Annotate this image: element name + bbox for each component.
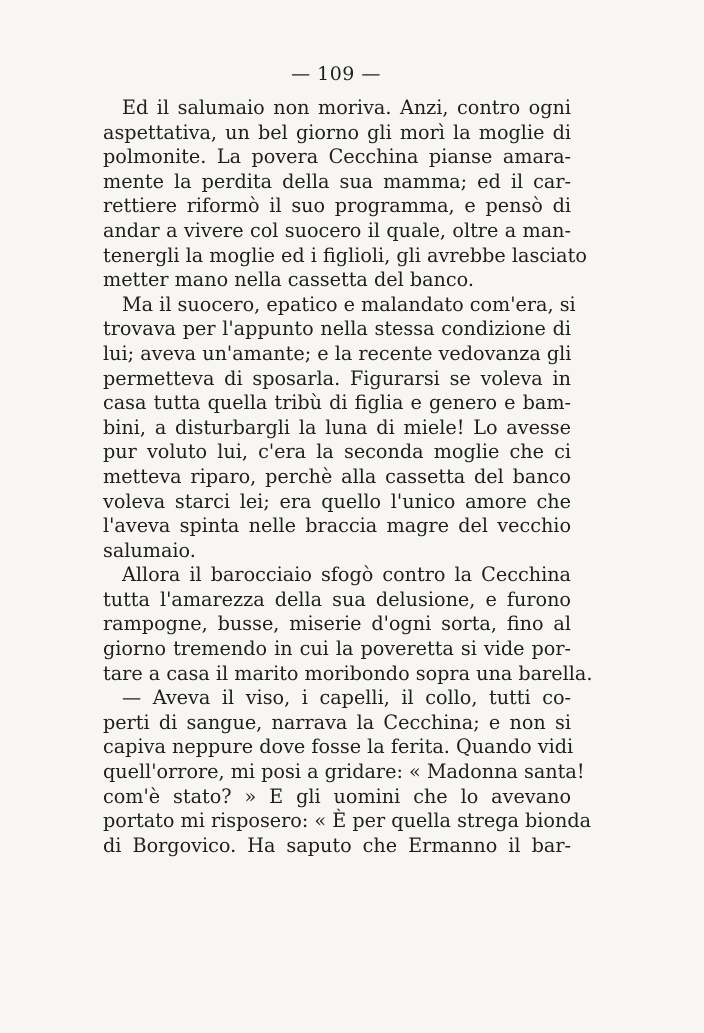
text-line: voleva starci lei; era quello l'unico amore che xyxy=(103,489,571,513)
text-line: tutta l'amarezza della sua delusione, e furono xyxy=(103,587,571,611)
text-line: portato mi risposero: « È per quella strega bionda xyxy=(103,809,592,833)
text-line: metter mano nella cassetta del banco. xyxy=(103,268,474,292)
text-line: bini, a disturbargli la luna di miele! Lo avesse xyxy=(103,415,571,439)
page-number: — 109 — xyxy=(291,63,381,85)
text-line: rampogne, busse, miserie d'ogni sorta, fino al xyxy=(103,612,571,636)
text-line: com'è stato? » E gli uomini che lo avevano xyxy=(103,784,571,808)
text-line: salumaio. xyxy=(103,538,196,562)
text-line: andar a vivere col suocero il quale, oltre a man- xyxy=(103,218,571,242)
text-line: tare a casa il marito moribondo sopra una barella. xyxy=(103,661,593,685)
text-line: quell'orrore, mi posi a gridare: « Madonna santa! xyxy=(103,760,585,784)
text-line: — Aveva il viso, i capelli, il collo, tutti co- xyxy=(122,686,571,710)
text-line: aspettativa, un bel giorno gli morì la moglie di xyxy=(103,120,571,144)
text-line: mente la perdita della sua mamma; ed il car- xyxy=(103,169,571,193)
text-line: permetteva di sposarla. Figurarsi se voleva in xyxy=(103,366,571,390)
text-line: di Borgovico. Ha saputo che Ermanno il bar- xyxy=(103,833,571,857)
text-line: rettiere riformò il suo programma, e pensò di xyxy=(103,194,571,218)
text-line: Ma il suocero, epatico e malandato com'era, si xyxy=(122,292,576,316)
text-line: giorno tremendo in cui la poveretta si vide por- xyxy=(103,637,571,661)
text-line: l'aveva spinta nelle braccia magre del vecchio xyxy=(103,514,571,538)
text-line: pur voluto lui, c'era la seconda moglie che ci xyxy=(103,440,571,464)
text-line: tenergli la moglie ed i figlioli, gli avrebbe lasciato xyxy=(103,243,587,267)
text-line: trovava per l'appunto nella stessa condizione di xyxy=(103,317,571,341)
text-line: lui; aveva un'amante; e la recente vedovanza gli xyxy=(103,341,572,365)
text-line: Allora il barocciaio sfogò contro la Cecchina xyxy=(122,563,571,587)
text-line: capiva neppure dove fosse la ferita. Quando vidi xyxy=(103,735,574,759)
text-line: casa tutta quella tribù di figlia e genero e bam- xyxy=(103,391,571,415)
text-line: perti di sangue, narrava la Cecchina; e non si xyxy=(103,710,571,734)
body-text xyxy=(103,96,593,858)
text-line: Ed il salumaio non moriva. Anzi, contro ogni xyxy=(122,96,571,119)
text-line: metteva riparo, perchè alla cassetta del banco xyxy=(103,464,571,488)
text-line: polmonite. La povera Cecchina pianse amara- xyxy=(103,145,571,169)
